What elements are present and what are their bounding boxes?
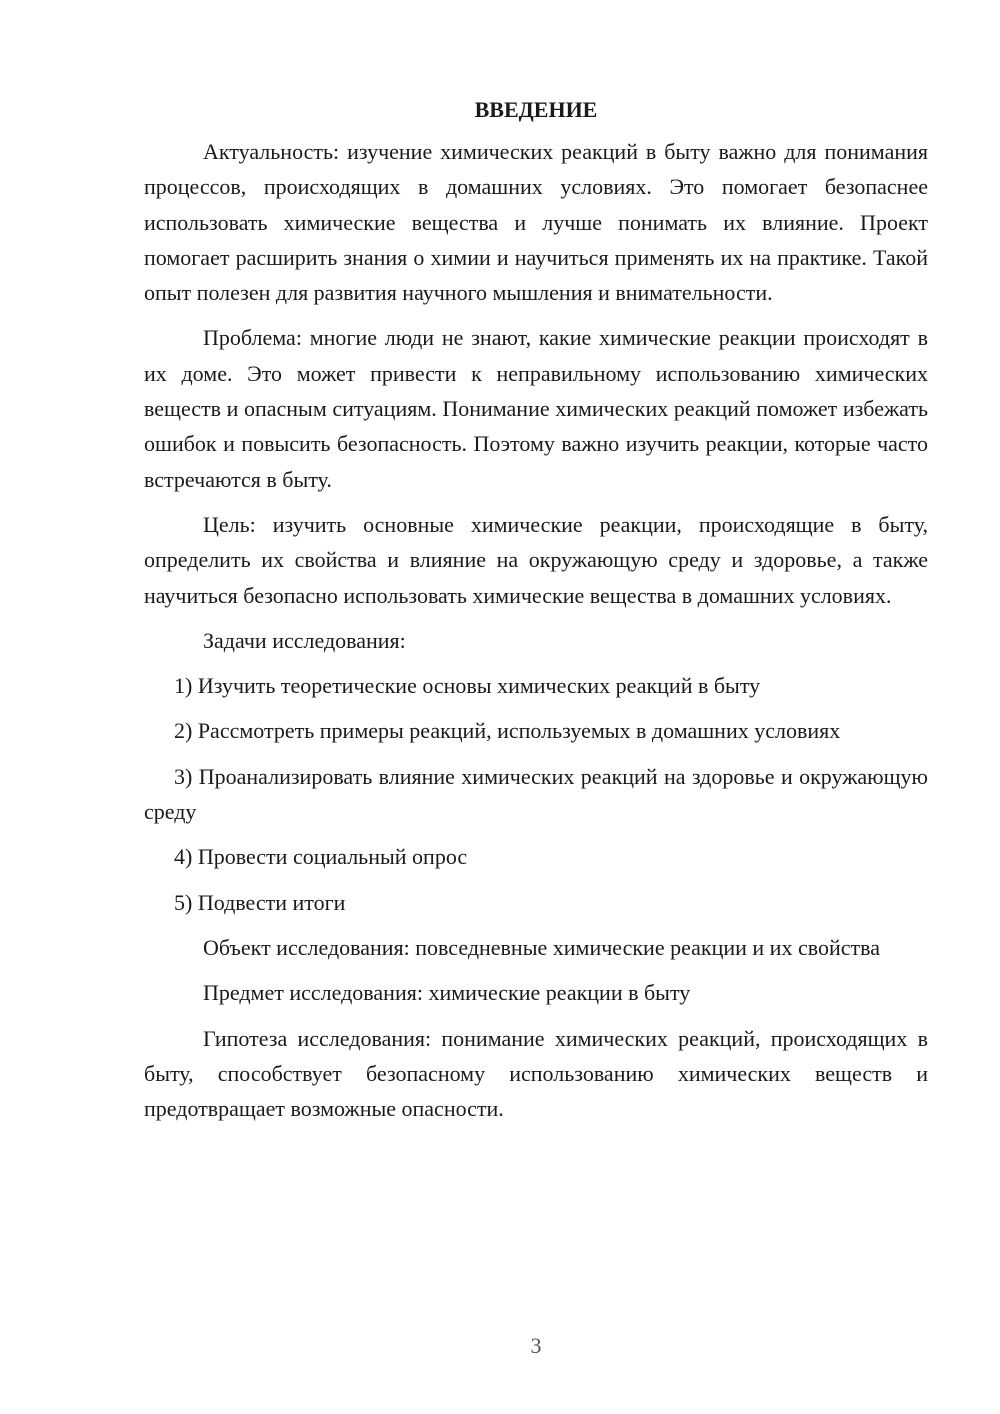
paragraph-subject: Предмет исследования: химические реакции в быту: [203, 980, 691, 1006]
paragraph-goal: Цель: изучить основные химические реакции, происходящие в быту, определить их свойства и влияние на окружающую среду и здоровье, а также научиться безопасно использовать химические вещества в домашних условиях.: [144, 511, 928, 608]
page-title: ВВЕДЕНИЕ: [474, 97, 598, 122]
task-item-1: 1) Изучить теоретические основы химических реакций в быту: [174, 673, 761, 699]
paragraph-hypothesis: Гипотеза исследования: понимание химических реакций, происходящих в быту, способствует безопасному использованию химических веществ и предотвращает возможные опасности.: [144, 1025, 928, 1122]
tasks-heading: Задачи исследования:: [203, 627, 406, 653]
page-content: [144, 92, 928, 1136]
task-item-4: 4) Провести социальный опрос: [174, 844, 468, 870]
paragraph-problem: Проблема: многие люди не знают, какие химические реакции происходят в их доме. Это может привести к неправильному использованию химических веществ и опасным ситуациям. Понимание химических реакций поможет избежать ошибок и повысить безопасность. Поэтому важно изучить реакции, которые часто встречаются в быту.: [144, 325, 928, 492]
task-item-5: 5) Подвести итоги: [174, 889, 346, 915]
task-item-2: 2) Рассмотреть примеры реакций, используемых в домашних условиях: [174, 718, 841, 744]
paragraph-object: Объект исследования: повседневные химические реакции и их свойства: [203, 934, 880, 960]
paragraph-relevance: Актуальность: изучение химических реакций в быту важно для понимания процессов, происходящих в домашних условиях. Это помогает безопаснее использовать химические вещества и лучше понимать их влияние. Проект помогает расширить знания о химии и научиться применять их на практике. Такой опыт полезен для развития научного мышления и внимательности.: [144, 139, 928, 306]
page-number: 3: [530, 1333, 542, 1358]
task-item-3: 3) Проанализировать влияние химических реакций на здоровье и окружающую среду: [144, 763, 928, 825]
